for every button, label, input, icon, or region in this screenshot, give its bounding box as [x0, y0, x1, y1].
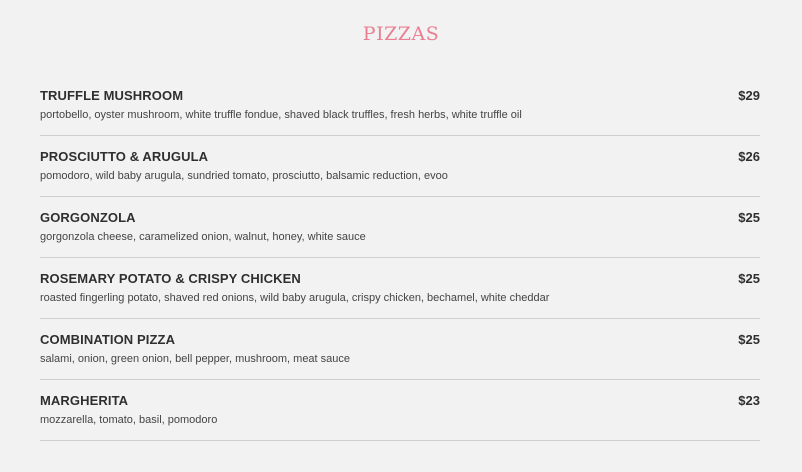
item-description: portobello, oyster mushroom, white truffle fondue, shaved black truffles, fresh herbs, white truffle oil	[40, 109, 522, 121]
menu-item	[40, 258, 760, 319]
item-price: $29	[738, 88, 760, 103]
menu-item-list	[40, 75, 760, 441]
item-price: $26	[738, 149, 760, 164]
menu-item	[40, 380, 760, 441]
item-name: TRUFFLE MUSHROOM	[40, 88, 184, 103]
item-description: gorgonzola cheese, caramelized onion, walnut, honey, white sauce	[40, 231, 366, 243]
item-description: mozzarella, tomato, basil, pomodoro	[40, 414, 218, 426]
menu-item	[40, 136, 760, 197]
item-name: PROSCIUTTO & ARUGULA	[40, 149, 209, 164]
section-title: PIZZAS	[362, 23, 440, 45]
item-description: salami, onion, green onion, bell pepper, mushroom, meat sauce	[40, 353, 351, 365]
item-description: roasted fingerling potato, shaved red onions, wild baby arugula, crispy chicken, bechamel, white cheddar	[40, 292, 550, 304]
menu-item	[40, 75, 760, 136]
menu-item	[40, 197, 760, 258]
item-price: $25	[738, 271, 760, 286]
item-name: COMBINATION PIZZA	[40, 332, 176, 347]
menu-item	[40, 319, 760, 380]
item-description: pomodoro, wild baby arugula, sundried tomato, prosciutto, balsamic reduction, evoo	[40, 170, 448, 182]
item-name: ROSEMARY POTATO & CRISPY CHICKEN	[40, 271, 301, 286]
item-name: GORGONZOLA	[40, 210, 136, 225]
item-price: $23	[738, 393, 760, 408]
item-name: MARGHERITA	[40, 393, 129, 408]
item-price: $25	[738, 210, 760, 225]
item-price: $25	[738, 332, 760, 347]
